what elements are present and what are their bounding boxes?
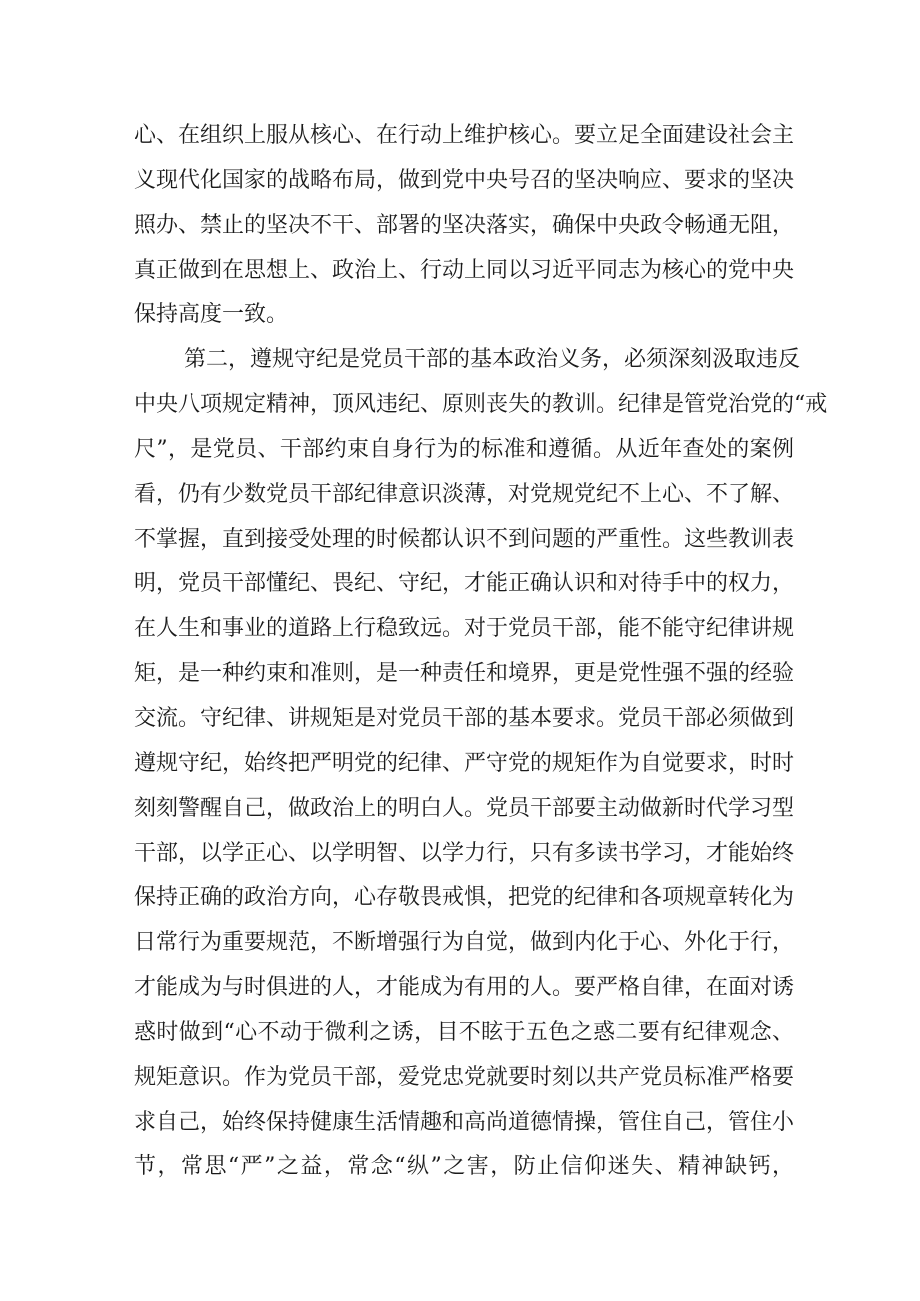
text-line: 惑时做到“心不动于微利之诱，目不眩于五色之惑二要有纪律观念、 (134, 1019, 794, 1045)
text-line: 第二，遵规守纪是党员干部的基本政治义务，必须深刻汲取违反 (184, 347, 801, 373)
text-line: 保持正确的政治方向，心存敬畏戒惧，把党的纪律和各项规章转化为 (134, 885, 795, 911)
text-line: 心、在组织上服从核心、在行动上维护核心。要立足全面建设社会主 (134, 123, 795, 148)
text-line: 刻刻警醒自己，做政治上的明白人。党员干部要主动做新时代学习型 (134, 795, 795, 821)
text-line: 尺”，是党员、干部约束自身行为的标准和遵循。从近年查处的案例 (134, 436, 794, 462)
text-line: 日常行为重要规范，不断增强行为自觉，做到内化于心、外化于行， (134, 930, 795, 956)
text-line: 看，仍有少数党员干部纪律意识淡薄，对党规党纪不上心、不了解、 (134, 481, 795, 507)
text-line: 义现代化国家的战略布局，做到党中央号召的坚决响应、要求的坚决 (134, 167, 795, 193)
text-line: 照办、禁止的坚决不干、部署的坚决落实，确保中央政令畅通无阻， (134, 212, 795, 238)
body-text (134, 114, 828, 1190)
text-line: 遵规守纪，始终把严明党的纪律、严守党的规矩作为自觉要求，时时 (134, 750, 795, 776)
paragraph-2 (134, 338, 828, 1190)
text-line: 才能成为与时俱进的人，才能成为有用的人。要严格自律，在面对诱 (134, 975, 795, 1001)
text-line: 明，党员干部懂纪、畏纪、守纪，才能正确认识和对待手中的权力， (134, 571, 795, 597)
text-line: 规矩意识。作为党员干部，爱党忠党就要时刻以共产党员标准严格要 (134, 1064, 795, 1090)
text-line: 矩，是一种约束和准则，是一种责任和境界，更是党性强不强的经验 (134, 661, 795, 687)
paragraph-1 (134, 114, 794, 338)
text-line: 交流。守纪律、讲规矩是对党员干部的基本要求。党员干部必须做到 (134, 705, 795, 731)
text-line: 干部，以学正心、以学明智、以学力行，只有多读书学习，才能始终 (134, 840, 795, 866)
text-line: 节，常思“严”之益，常念“纵”之害，防止信仰迷失、精神缺钙， (134, 1154, 794, 1180)
text-line: 不掌握，直到接受处理的时候都认识不到问题的严重性。这些教训表 (134, 526, 795, 552)
text-line: 求自己，始终保持健康生活情趣和高尚道德情操，管住自己，管住小 (134, 1109, 795, 1135)
text-line: 在人生和事业的道路上行稳致远。对于党员干部，能不能守纪律讲规 (134, 616, 795, 642)
text-line: 真正做到在思想上、政治上、行动上同以习近平同志为核心的党中央 (134, 257, 795, 283)
text-line: 中央八项规定精神，顶风违纪、原则丧失的教训。纪律是管党治党的“戒 (134, 392, 828, 418)
text-line: 保持高度一致。 (134, 302, 289, 328)
